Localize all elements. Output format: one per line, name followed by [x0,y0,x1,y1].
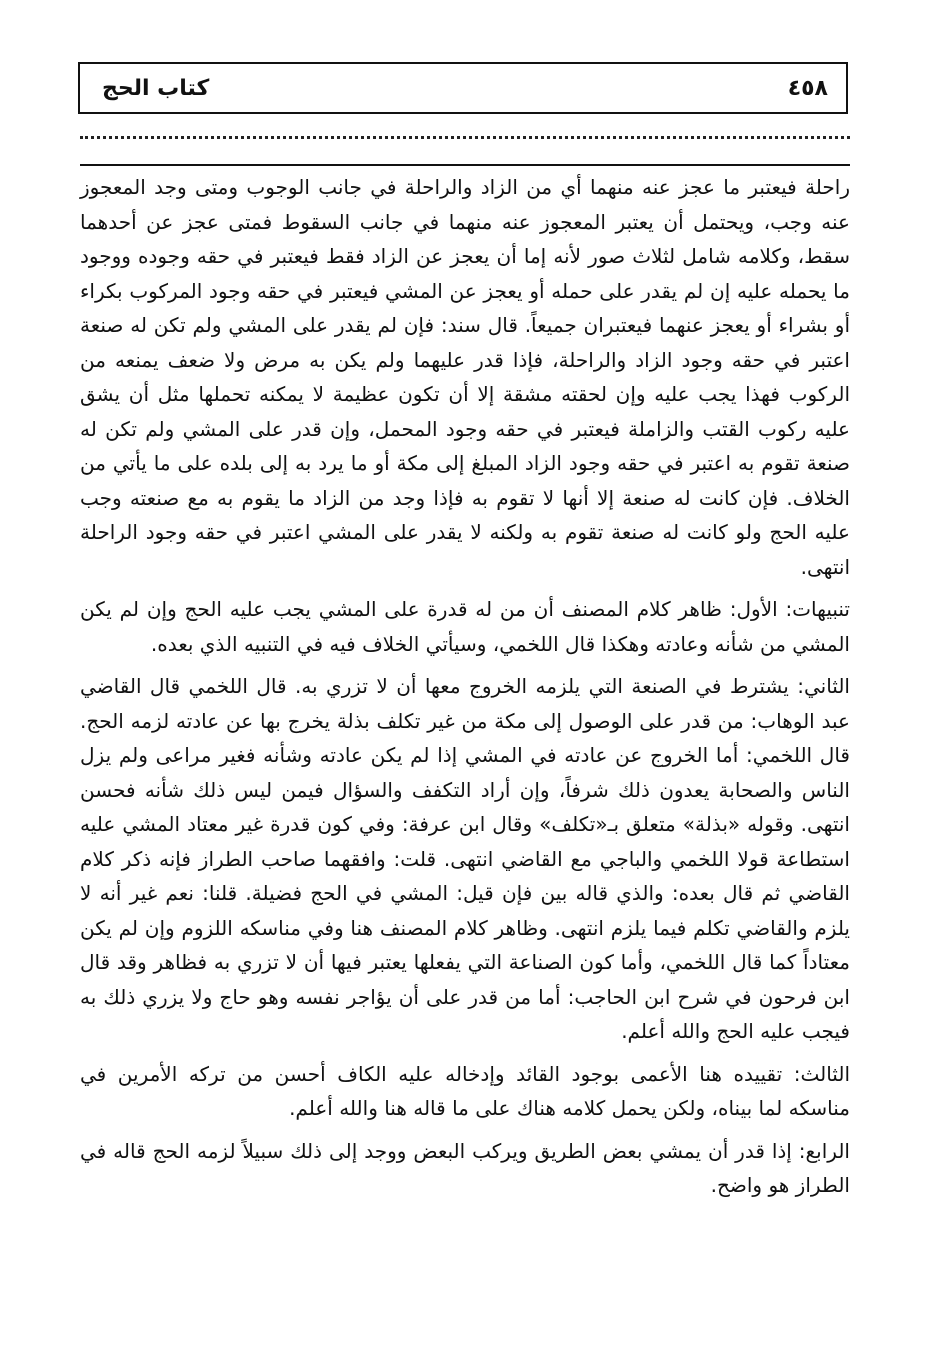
book-title: كتاب الحج [102,76,210,101]
paragraph-note-third: الثالث: تقييده هنا الأعمى بوجود القائد وإدخاله عليه الكاف أحسن من تركه الأمرين في مناسكه لما بيناه، ولكن يحمل كلامه هناك على ما قاله هنا والله أعلم. [80,1061,850,1120]
page-number: ٤٥٨ [787,76,828,101]
paragraph-note-first: تنبيهات: الأول: ظاهر كلام المصنف أن من له قدرة على المشي يجب عليه الحج وإن لم يكن المشي من شأنه وعادته وهكذا قال اللخمي، وسيأتي الخلاف فيه في التنبيه الذي بعده. [80,597,850,656]
dotted-divider [80,136,850,139]
running-header [78,62,848,114]
page-body [80,170,850,1211]
paragraph-note-second: الثاني: يشترط في الصنعة التي يلزمه الخروج معها أن لا تزري به. قال اللخمي قال القاضي عبد الوهاب: من قدر على الوصول إلى مكة من غير تكلف بذلة يخرج بها عن عادته لزمه الحج. قال اللخمي: أما الخروج عن عادته في المشي إذا لم يكن عادته وشأنه فغير مراعى ولم يزل الناس والصحابة يعدون ذلك شرفاً، وإن أراد التكفف والسؤال فيمن ليس ذلك شأنه فحسن انتهى. وقوله «بذلة» متعلق بـ«تكلف» وقال ابن عرفة: وفي كون قدرة غير معتاد المشي عليه استطاعة قولا اللخمي والباجي مع القاضي انتهى. قلت: وافقهما صاحب الطراز فإنه ذكر كلام القاضي ثم قال بعده: والذي قاله بين فإن قيل: المشي في الحج فضيلة. قلنا: نعم غير أنه لا يلزم والقاضي تكلم فيما يلزم انتهى. وظاهر كلام المصنف هنا وفي مناسكه اللزوم وإن لم يكن معتاداً كما قال اللخمي، وأما كون الصناعة التي يفعلها يعتبر فيها أن لا تزري به فظاهر وقد قال ابن فرحون في شرح ابن الحاجب: أما من قدر على أن يؤاجر نفسه وهو حاج ولا يزري ذلك به فيجب عليه الحج والله أعلم. [80,674,850,1043]
paragraph-continuation: راحلة فيعتبر ما عجز عنه منهما أي من الزاد والراحلة في جانب الوجوب ومتى وجد المعجوز عنه وجب، ويحتمل أن يعتبر المعجوز عنه منهما في جانب السقوط فمتى عجز عن أحدهما سقط، وكلامه شامل لثلاث صور لأنه إما أن يعجز عن الزاد فقط فيعتبر في حقه وجوده ووجود ما يحمله عليه إن لم يقدر على حمله أو يعجز عن المشي فيعتبر في حقه وجود المركوب بكراء أو بشراء أو يعجز عنهما فيعتبران جميعاً. قال سند: فإن لم يقدر على المشي ولم تكن له صنعة اعتبر في حقه وجود الزاد والراحلة، فإذا قدر عليهما ولم يكن به مرض ولا ضعف يمنعه من الركوب فهذا يجب عليه وإن لحقته مشقة إلا أن تكون عظيمة لا يمكنه تحملها مثل أن يشق عليه ركوب القتب والزاملة فيعتبر في حقه وجود المحمل، وإن قدر على المشي ولم تكن له صنعة تقوم به اعتبر في حقه وجود الزاد المبلغ إلى مكة أو ما يرد به إلى بلده على ما يأتي من الخلاف. فإن كانت له صنعة إلا أنها لا تقوم به فإذا وجد من الزاد ما يقوم به مع صنعته وجب عليه الحج ولو كانت له صنعة تقوم به ولكنه لا يقدر على المشي اعتبر في حقه وجود الراحلة انتهى. [80,175,850,579]
paragraph-note-fourth: الرابع: إذا قدر أن يمشي بعض الطريق ويركب البعض ووجد إلى ذلك سبيلاً لزمه الحج قاله في الطراز هو واضح. [80,1138,850,1197]
header-divider [80,164,850,166]
